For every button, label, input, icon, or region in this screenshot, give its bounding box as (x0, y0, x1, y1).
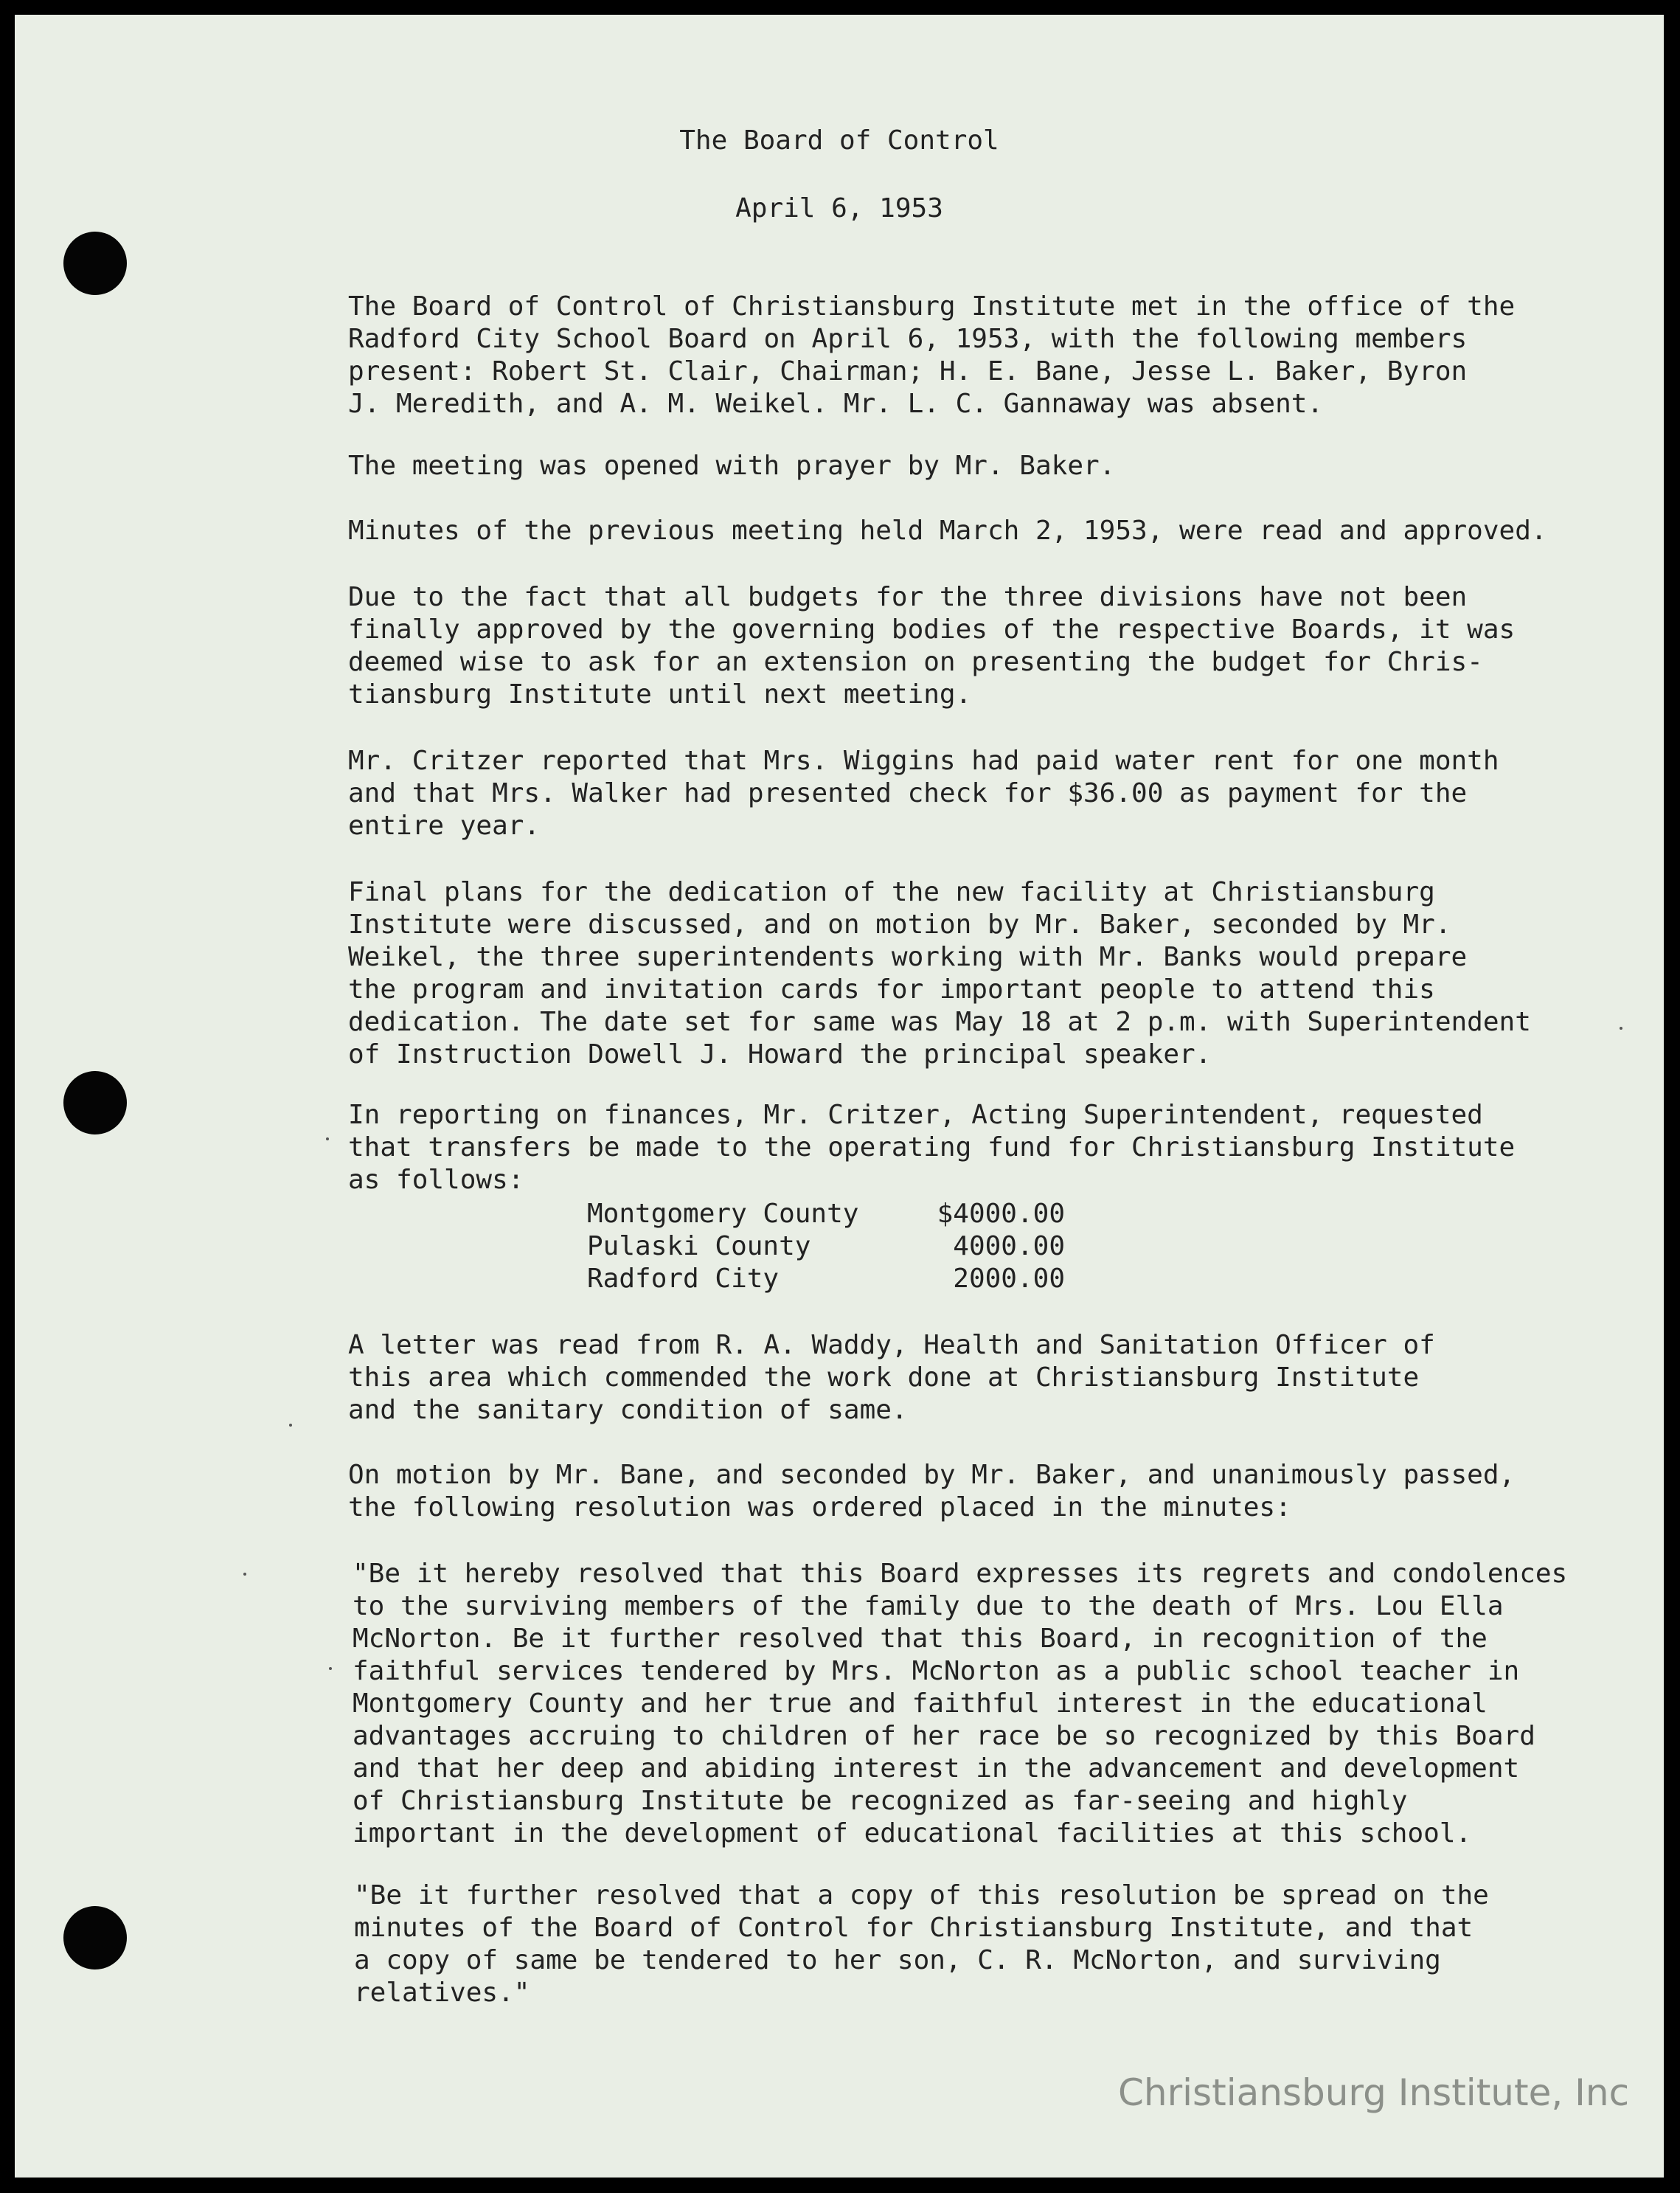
paragraph-motion (348, 1459, 1515, 1524)
paper-speck (289, 1424, 292, 1427)
transfers-table (587, 1198, 1065, 1295)
punch-hole-middle (63, 1071, 127, 1134)
text-line: of Christiansburg Institute be recognized as far-seeing and highly (353, 1786, 1408, 1816)
text-line: dedication. The date set for same was May 18 at 2 p.m. with Superintendent (348, 1007, 1531, 1037)
text-line: Institute were discussed, and on motion by Mr. Baker, seconded by Mr. (348, 910, 1451, 940)
text-line: present: Robert St. Clair, Chairman; H. E. Bane, Jesse L. Baker, Byron (348, 356, 1468, 387)
paragraph-resolution-2 (354, 1880, 1489, 2009)
text-line: In reporting on finances, Mr. Critzer, Acting Superintendent, requested (348, 1100, 1483, 1130)
transfer-row (587, 1198, 1065, 1230)
watermark-text: Christiansburg Institute, Inc (1118, 2071, 1630, 2114)
paper-speck (329, 1667, 332, 1670)
text-line: Radford City School Board on April 6, 1953, with the following members (348, 324, 1468, 354)
text-line: of Instruction Dowell J. Howard the principal speaker. (348, 1039, 1212, 1070)
text-line: relatives." (354, 1978, 530, 2008)
text-line: On motion by Mr. Bane, and seconded by Mr. Baker, and unanimously passed, (348, 1460, 1516, 1490)
text-line: "Be it further resolved that a copy of this resolution be spread on the (354, 1880, 1489, 1910)
text-line: and that Mrs. Walker had presented check for $36.00 as payment for the (348, 778, 1468, 808)
paragraph-minutes (348, 515, 1547, 547)
text-line: Weikel, the three superintendents working with Mr. Banks would prepare (348, 942, 1468, 972)
text-line: this area which commended the work done at Christiansburg Institute (348, 1362, 1420, 1393)
transfer-amount: 4000.00 (953, 1231, 1065, 1261)
text-line: as follows: (348, 1165, 524, 1195)
text-line: to the surviving members of the family due to the death of Mrs. Lou Ella (353, 1591, 1504, 1621)
transfer-amount: 2000.00 (953, 1264, 1065, 1294)
paragraph-water-rent (348, 745, 1499, 842)
document-page (15, 15, 1664, 2178)
paragraph-attendance (348, 291, 1515, 420)
paper-speck (326, 1137, 329, 1140)
text-line: that transfers be made to the operating fund for Christiansburg Institute (348, 1132, 1516, 1163)
text-line: entire year. (348, 811, 541, 841)
text-line: Due to the fact that all budgets for the three divisions have not been (348, 582, 1468, 612)
transfer-county: Pulaski County (587, 1231, 811, 1261)
text-line: The meeting was opened with prayer by Mr. Baker. (348, 451, 1116, 481)
text-line: important in the development of educational facilities at this school. (353, 1818, 1472, 1849)
text-line: Montgomery County and her true and faithful interest in the educational (353, 1688, 1488, 1719)
transfer-row (587, 1230, 1065, 1263)
text-line: "Be it hereby resolved that this Board expresses its regrets and condolences (353, 1559, 1568, 1589)
text-line: and the sanitary condition of same. (348, 1395, 908, 1425)
paper-speck (1620, 1027, 1622, 1030)
text-line: the program and invitation cards for important people to attend this (348, 974, 1435, 1005)
text-line: deemed wise to ask for an extension on presenting the budget for Chris- (348, 647, 1483, 677)
transfer-amount: $4000.00 (937, 1199, 1065, 1229)
text-line: The Board of Control of Christiansburg Institute met in the office of the (348, 291, 1516, 322)
text-line: Mr. Critzer reported that Mrs. Wiggins had paid water rent for one month (348, 746, 1499, 776)
text-line: Minutes of the previous meeting held March 2, 1953, were read and approved. (348, 516, 1547, 546)
transfer-county: Montgomery County (587, 1199, 859, 1229)
punch-hole-top (63, 232, 127, 295)
text-line: faithful services tendered by Mrs. McNorton as a public school teacher in (353, 1656, 1520, 1686)
paper-speck (243, 1573, 246, 1576)
text-line: J. Meredith, and A. M. Weikel. Mr. L. C. Gannaway was absent. (348, 389, 1324, 419)
transfer-county: Radford City (587, 1264, 780, 1294)
transfer-row (587, 1263, 1065, 1295)
text-line: the following resolution was ordered placed in the minutes: (348, 1492, 1291, 1522)
paragraph-budget (348, 581, 1515, 711)
document-date: April 6, 1953 (735, 193, 943, 224)
text-line: advantages accruing to children of her race be so recognized by this Board (353, 1721, 1535, 1751)
text-line: Final plans for the dedication of the new facility at Christiansburg (348, 877, 1435, 907)
text-line: tiansburg Institute until next meeting. (348, 679, 972, 710)
paragraph-prayer (348, 450, 1115, 482)
paragraph-finances (348, 1099, 1515, 1196)
paragraph-letter (348, 1329, 1435, 1427)
text-line: and that her deep and abiding interest in the advancement and development (353, 1753, 1520, 1784)
text-line: A letter was read from R. A. Waddy, Health and Sanitation Officer of (348, 1330, 1435, 1360)
punch-hole-bottom (63, 1906, 127, 1969)
text-line: finally approved by the governing bodies of the respective Boards, it was (348, 614, 1516, 645)
document-title: The Board of Control (679, 125, 999, 156)
text-line: McNorton. Be it further resolved that this Board, in recognition of the (353, 1624, 1488, 1654)
paragraph-resolution-1 (353, 1558, 1567, 1850)
paragraph-dedication (348, 876, 1531, 1071)
text-line: a copy of same be tendered to her son, C. R. McNorton, and surviving (354, 1945, 1441, 1975)
text-line: minutes of the Board of Control for Christiansburg Institute, and that (354, 1913, 1474, 1943)
